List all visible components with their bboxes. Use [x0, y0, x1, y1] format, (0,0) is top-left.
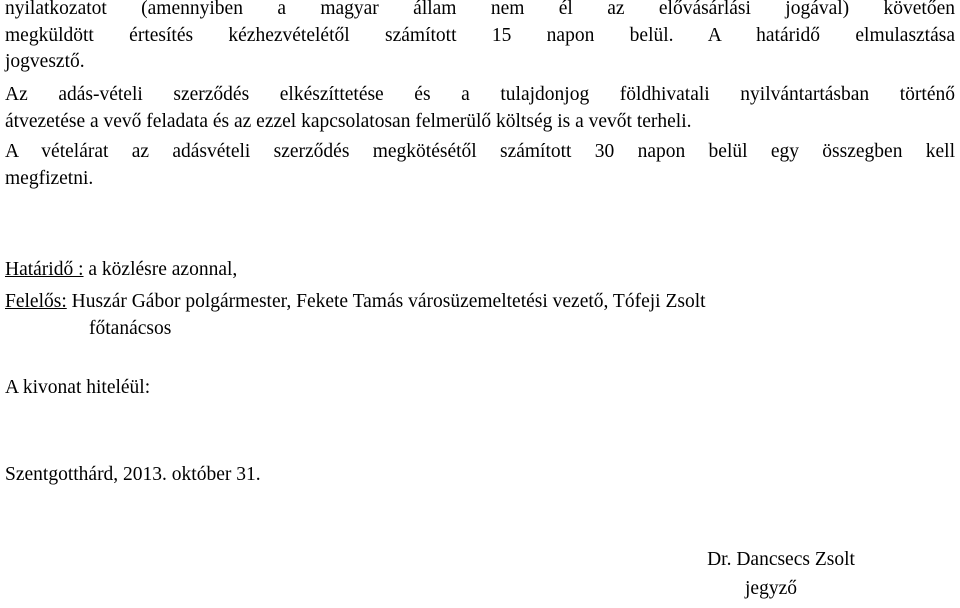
responsible-label: Felelős:: [5, 291, 67, 312]
place-date: Szentgotthárd, 2013. október 31.: [5, 464, 261, 485]
para1-line1: nyilatkozatot (amennyiben a magyar állam nem él az elővásárlási jogával) követően: [5, 0, 955, 19]
signatory-name: Dr. Dancsecs Zsolt: [707, 549, 855, 570]
para2-line2: átvezetése a vevő feladata és az ezzel kapcsolatosan felmerülő költség is a vevőt terheli.: [5, 111, 692, 132]
signatory-title: jegyző: [745, 578, 797, 599]
certification-text: A kivonat hiteléül:: [5, 377, 151, 398]
deadline-label: Határidő :: [5, 259, 84, 280]
para2-line1: Az adás-vételi szerződés elkészíttetése és a tulajdonjog földhivatali nyilvántartásban történő: [5, 84, 955, 105]
para3-line1: A vételárat az adásvételi szerződés megkötésétől számított 30 napon belül egy összegben kell: [5, 141, 955, 162]
deadline-value: a közlésre azonnal,: [83, 259, 238, 280]
para3-line2: megfizetni.: [5, 168, 94, 189]
responsible-line: [5, 291, 706, 313]
responsible-value-line2: főtanácsos: [89, 318, 172, 339]
deadline-line: [5, 259, 237, 281]
responsible-value-line1: Huszár Gábor polgármester, Fekete Tamás városüzemeltetési vezető, Tófeji Zsolt: [66, 291, 706, 312]
para1-line2: megküldött értesítés kézhezvételétől számított 15 napon belül. A határidő elmulasztása: [5, 25, 955, 46]
para1-line3: jogvesztő.: [5, 51, 85, 72]
